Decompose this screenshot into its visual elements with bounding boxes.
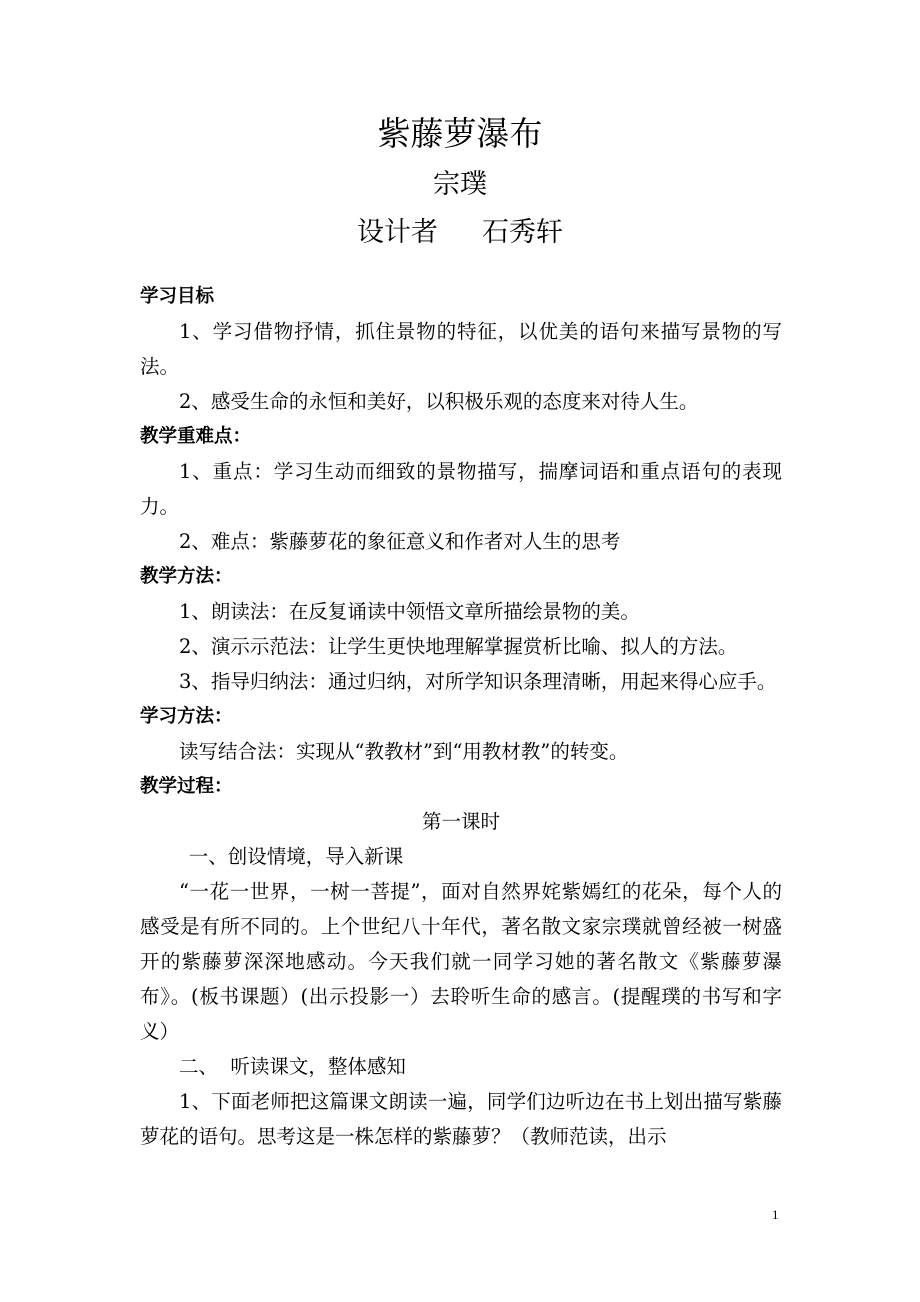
teaching-method-item: 2、演示示范法：让学生更快地理解掌握赏析比喻、拟人的方法。: [179, 635, 738, 658]
step-paragraph: 1、下面老师把这篇课文朗读一遍，同学们边听边在书上划出描写紫藤萝花的语句。思考这是一株怎样的紫藤萝？（教师范读，出示: [140, 1090, 782, 1148]
step-title: 一、创设情境，导入新课: [188, 845, 404, 868]
learning-method-item: 读写结合法：实现从“教教材”到“用教材教”的转变。: [179, 740, 629, 763]
key-point-item: 1、重点：学习生动而细致的景物描写，揣摩词语和重点语句的表现力。: [140, 460, 782, 518]
teaching-method-item: 1、朗读法：在反复诵读中领悟文章所描绘景物的美。: [179, 600, 640, 623]
goal-item: 2、感受生命的永恒和美好，以积极乐观的态度来对待人生。: [179, 390, 699, 413]
document-title: 紫藤萝瀑布: [377, 114, 543, 153]
designer-name: 石秀轩: [482, 217, 563, 248]
document-body: [140, 279, 782, 1154]
section-heading-teaching-methods: 教学方法：: [140, 566, 233, 587]
goal-item: 1、学习借物抒情，抓住景物的特征，以优美的语句来描写景物的写法。: [140, 320, 782, 378]
step-title: 二、 听读课文，整体感知: [179, 1055, 406, 1078]
section-heading-key-points: 教学重难点：: [140, 426, 252, 447]
section-heading-learning-methods: 学习方法：: [140, 706, 233, 727]
lesson-label: 第一课时: [421, 810, 500, 833]
section-heading-process: 教学过程：: [140, 776, 233, 797]
section-heading-goals: 学习目标: [140, 286, 215, 307]
step-paragraph: “一花一世界，一树一菩提”，面对自然界姹紫嫣红的花朵，每个人的感受是有所不同的。上个世纪八十年代，著名散文家宗璞就曾经被一树盛开的紫藤萝深深地感动。今天我们就一同学习她的著名散文《紫藤萝瀑布》。(板书课题）(出示投影一）去聆听生命的感言。(提醒璞的书写和字义）: [140, 880, 782, 1043]
page-number: 1: [772, 1207, 779, 1222]
designer-label: 设计者: [357, 217, 438, 248]
key-point-item: 2、难点：紫藤萝花的象征意义和作者对人生的思考: [179, 530, 621, 553]
teaching-method-item: 3、指导归纳法：通过归纳，对所学知识条理清晰，用起来得心应手。: [179, 670, 777, 693]
designer-line: [0, 214, 920, 252]
author-name: 宗璞: [433, 169, 487, 200]
